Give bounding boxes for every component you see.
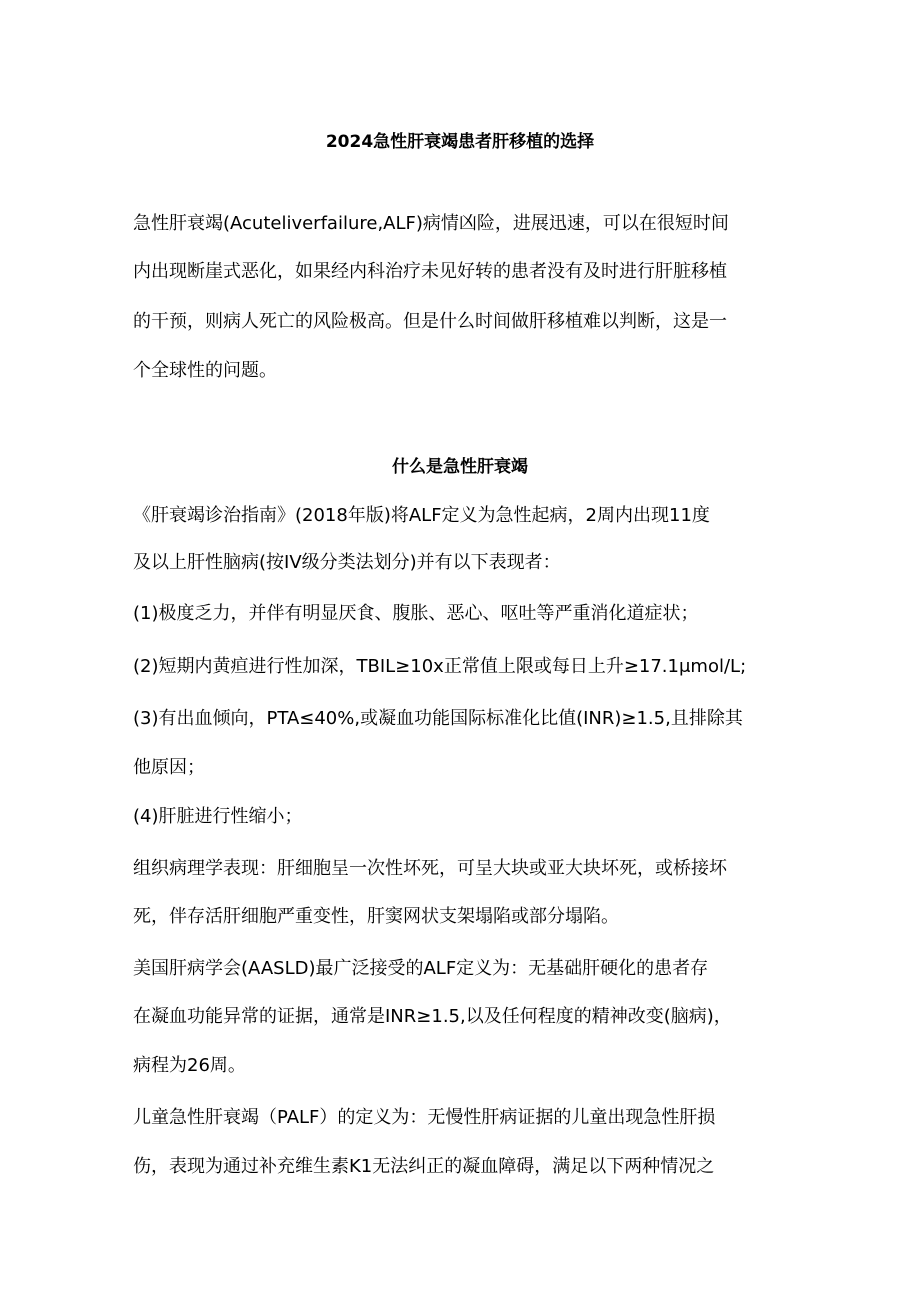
body-line: (3)有出血倾向，PTA≤40%,或凝血功能国际标准化比值(INR)≥1.5,且排除其 (133, 708, 743, 729)
body-line: 伤，表现为通过补充维生素K1无法纠正的凝血障碍，满足以下两种情况之 (133, 1156, 715, 1177)
body-line: 他原因； (133, 757, 205, 778)
body-line: 美国肝病学会(AASLD)最广泛接受的ALF定义为：无基础肝硬化的患者存 (133, 958, 709, 979)
body-line: 病程为26周。 (133, 1055, 246, 1076)
body-line: 儿童急性肝衰竭（PALF）的定义为：无慢性肝病证据的儿童出现急性肝损 (133, 1107, 716, 1128)
section-heading: 什么是急性肝衰竭 (392, 457, 528, 477)
intro-line: 急性肝衰竭(Acuteliverfailure,ALF)病情凶险，进展迅速，可以在很短时间 (133, 213, 729, 234)
intro-line: 的干预，则病人死亡的风险极高。但是什么时间做肝移植难以判断，这是一 (133, 311, 727, 332)
document-title: 2024急性肝衰竭患者肝移植的选择 (325, 132, 595, 152)
body-line: 《肝衰竭诊治指南》(2018年版)将ALF定义为急性起病，2周内出现11度 (133, 505, 710, 526)
body-line: (1)极度乏力，并伴有明显厌食、腹胀、恶心、呕吐等严重消化道症状； (133, 603, 699, 624)
body-line: 及以上肝性脑病(按IV级分类法划分)并有以下表现者： (133, 552, 561, 573)
intro-line: 内出现断崖式恶化，如果经内科治疗未见好转的患者没有及时进行肝脏移植 (133, 261, 727, 282)
body-line: 死，伴存活肝细胞严重变性，肝窦网状支架塌陷或部分塌陷。 (133, 906, 619, 927)
intro-line: 个全球性的问题。 (133, 360, 277, 381)
body-line: (2)短期内黄疸进行性加深，TBIL≥10x正常值上限或每日上升≥17.1μmol/L; (133, 656, 747, 677)
body-line: 在凝血功能异常的证据，通常是INR≥1.5,以及任何程度的精神改变(脑病)， (133, 1006, 732, 1027)
body-line: 组织病理学表现：肝细胞呈一次性坏死，可呈大块或亚大块坏死，或桥接坏 (133, 858, 727, 879)
body-line: (4)肝脏进行性缩小； (133, 806, 303, 827)
